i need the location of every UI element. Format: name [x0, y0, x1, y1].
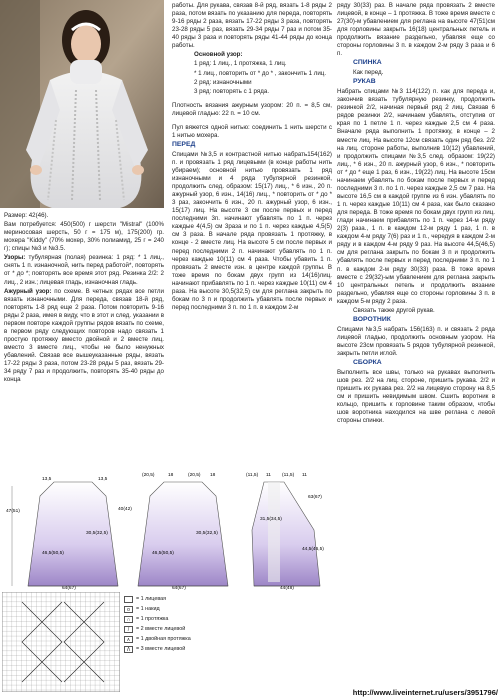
assembly-heading: СБОРКА: [353, 358, 382, 366]
back-heading: СПИНКА: [353, 59, 382, 67]
legend-label: = 1 накид: [136, 606, 160, 612]
sleeve-top-label: (11,5): [246, 473, 259, 478]
sleeve-schematic: [246, 472, 324, 590]
sleeve-text: Набрать спицами №3 114(122) п. как для переда и, закончив вязать тубулярную резинку, продолжить резинкой 2/2, начиная первый ряд 2 лиц. Связав 6 рядов резинки 2/2, начинаем убавлять, отступив от края по 1 петле 1 п. через каждые 2,5 см 4 раза. Вначале ряда выполнить 1 протяжку, в конце – 2 вместе лиц. На высоте 12см связать один ряд без. 2/2 на лиц. стороне работы, выполнив 10(12) убавлений, и продолжить спицами №3,5 след. образом: 19(22) лиц., * 6 изн., 20 п. ажурный узор, 6 изн., * повторить от * до * еще 1 раз, 6 изн., 19(22) лиц. На высоте 15см начинаем убавлять по бокам после первых и перед последними 3 п. по 1 п. через каждые 2,5 см 7 раз. На высоте 16,5 см в каждой группе из 6 изн. убавлять по 1 п. через каждые 10(11) см 4 раза, как было сказано для переда. В тоже время по бокам двух групп из лиц. глади начинаем прибавлять по 1 п. через 14-м ряду 2(3) раза., 1 п. в каждом 12-м ряду 1 раз, 1 п. в каждом 4-м ряду 7(6) раз и 1 п., чередуя в каждом 2-м ряду и в каждом 4-м ряду 9 раз. На высоте 44,5(46,5) см для реглана закрыть по бокам 3 п и продолжить убавлять после первых и перед последними 3 п. по 1 п. в каждом 2-м ряду 30(33) раза. В тоже время вместе с 29(32)-ым убавлением для реглана закрыть 10 центральных петель и продолжить вязание раздельно, убавляя еще со стороны горловины 3 п. в каждом 5-м ряду 2 раза.: [337, 88, 495, 305]
materials-text: Вам потребуется: 450(500) г шерсти "Mistral" (100% мериносовая шерсть, 50 г = 175 м), 175(200) гр. мохера "Kiddy" (70% мохер, 30% полиамид, 25 г = 240 г); спицы №3 и №3.5.: [4, 221, 164, 253]
back-bottom-label: 64(67): [172, 586, 186, 590]
slip-icon: ∩: [124, 616, 133, 623]
front-small-label: 40(42): [118, 507, 132, 512]
back-low-label: 46,5(50,5): [152, 551, 174, 556]
model-photo: [0, 0, 164, 208]
basic-pattern-label: Основной узор:: [194, 51, 243, 59]
k3tog-icon: Λ: [124, 646, 133, 653]
col2-intro: работы. Для рукава, связав 8-й ряд, вязать 1-8 ряды 2 раза, потом вязать по указанию для переда, повторять 9-16 ряды 2 раза, вязать 17-22 ряды 3 раза, повторять 23-28 ряды 5 раз, вязать 29-34 ряды 7 раз и потом 35-40 ряды 3 раза и повторять ряды 41-44 ряды до конца работы.: [172, 2, 332, 50]
density-text: Плотность вязания ажурным узором: 20 п. = 8,5 см, лицевой гладью: 22 п. = 10 см.: [172, 101, 332, 117]
yarn-over-icon: o: [124, 606, 133, 613]
sleeve-top3-label: (11,5): [282, 473, 295, 478]
legend-item: [124, 614, 214, 624]
legend-item: [124, 634, 214, 644]
double-slip-icon: ∧: [124, 636, 133, 643]
sleeve-side-label: 63(67): [308, 495, 322, 500]
column-front: [172, 2, 332, 313]
back-top-label: (20,5): [142, 473, 155, 478]
collar-text: Спицами №3,5 набрать 156(163) п. и связать 2 ряда лицевой гладью, продолжить основным узором. На высоте 23см провязать 5 рядов тубулярной резинкой, закрыть петли иглой.: [337, 325, 495, 357]
legend-label: = 1 лицевая: [136, 596, 167, 602]
front-top2-label: 13,5: [98, 477, 108, 482]
back-top3-label: (20,5): [188, 473, 201, 478]
col3-intro: ряду 30(33) раз. В начале ряда провязать 2 вместе лицевой, в конце – 1 протяжка. В тоже время вместе с 27(30)-м убавлением для реглана на высоте 47(51)см для горловины закрыть 16(18) центральных петель и продолжить вязание раздельно, убавляя еще со стороны горловины 3 п. в каждом 2-м ряду 3 раза и 6 п.: [337, 2, 495, 58]
lace-chart: [2, 592, 120, 692]
pattern-schematics: [2, 468, 332, 590]
basic-line: * 1 лиц., повторить от * до * , закончить 1 лиц.: [194, 69, 327, 77]
chart-legend: [124, 594, 214, 654]
sleeve-top4-label: 11: [302, 473, 307, 478]
sleeve-low-label: 44,5(46,5): [302, 547, 324, 552]
patterns-paragraph: [4, 254, 164, 286]
patterns-text: тубулярная (полая) резинка: 1 ряд: * 1 лиц., снять 1 п. изнаночной, нить перед работой*, повторять от * до *; повторять все время этот ряд. Резинка 2/2: 2 лиц., 2 изн.; лицевая гладь, изнаночная гладь.: [4, 254, 164, 286]
front-side-label: 47(51): [6, 509, 20, 514]
front-low-label: 46,5(50,5): [42, 551, 64, 556]
front-bottom-label: 64(67): [62, 586, 76, 590]
sleeve-mid-label: 31,5(34,5): [260, 517, 282, 522]
openwork-text: по схеме. В четных рядах все петли вязать изнаночными. Для переда, связав 18-й ряд, повторять 1-8 ряд еще 2 раза. Потом повторить 9-16 ряды 2 раза, имея в виду, что в этот и след. указании в первом повторе каждой группы рядов вязать по схеме, в первом ряду следующих повторов надо связать 1 простую протяжку вместо двойной и 2 вместе лиц. вместо 3 вместе лиц., чтобы не было ненужных убавлений. Связав все вышеуказанные ряды, вязать 17-22 ряды 3 раза, потом 23-28 ряды 5 раз, вязать 29-34 ряду 7 раз и продолжить, повторять 35-40 ряды до конца: [4, 287, 164, 384]
sleeve-top2-label: 11: [266, 473, 271, 478]
column-sleeve: [337, 2, 495, 426]
sleeve-bottom-label: 44(48): [280, 586, 294, 590]
basic-line: 1 ряд: 1 лиц., 1 протяжка, 1 лиц.: [194, 60, 287, 68]
back-top4-label: 18: [210, 473, 216, 478]
basic-line: 3 ряд: повторять с 1 ряда.: [194, 87, 270, 95]
back-text: Как перед.: [353, 69, 384, 77]
size-text: Размер: 42(46).: [4, 212, 49, 219]
back-mid-label: 30,5(32,5): [196, 531, 218, 536]
legend-label: = 3 вместе лицевой: [136, 646, 186, 652]
knit-icon: [124, 596, 133, 603]
collar-heading: ВОРОТНИК: [353, 315, 391, 323]
basic-line: 2 ряд: изнаночными: [194, 78, 252, 86]
sleeve-heading: РУКАВ: [353, 78, 376, 86]
openwork-paragraph: [4, 288, 164, 385]
front-mid-label: 30,5(32,5): [86, 531, 108, 536]
k2tog-icon: /: [124, 626, 133, 633]
source-url[interactable]: http://www.liveinternet.ru/users/3951796/: [352, 688, 498, 697]
tip-text: Пул вяжется одной нитью: соединить 1 нить шерсти с 1 нитью мохера.: [172, 123, 332, 139]
legend-item: [124, 624, 214, 634]
back-top2-label: 18: [168, 473, 174, 478]
front-text: Спицами №3,5 и контрастной нитью набрать154(162) п. и провязать 1 ряд лицевыми (в конце работы нить убираем); основной нитью провязать 1 ряд изнаночными и 4 ряда тубулярной резинкой, продолжить след. образом: 15(17) лиц., * 6 изн., 20 п. ажурный узор, 6 изн., 14(16) лиц., * повторить от * до * 3 раз, закончить 6 изн., 20 п. ажурный узор, 6 изн., 15(17) лиц. На высоте 3 см после первых и перед последними 3п. начинают убавлять по 1 п. через каждые 4(4,5) см 3раза и по 1 п. через каждые 4,5(5) см 3 раза. В начале ряда провязать 1 протяжку, в конце - 2 вместе лиц. На высоте 5 см после первых и перед последними 2 п. начинают убавлять по 1 п. через каждые 10(11) см 4 раза. Чтобы убавить 1 п. провязать 2 вместе изн. в центре каждой группы. В тоже время по бокам двух групп из 14(16)лиц. начинают прибавлять по 1 п. через каждые 10(11) см 4 раза. На высоте 30,5(32,5) см для реглана закрыть по бокам по 3 п и продолжить убавлять после первых и перед последними 3 п. по 1 п. в каждом 2-м: [172, 150, 332, 311]
legend-label: = 2 вместе лицевой: [136, 626, 186, 632]
openwork-label: Ажурный узор:: [4, 287, 52, 295]
legend-item: [124, 604, 214, 614]
back-schematic: [138, 472, 228, 590]
legend-label: = 1 протяжка: [136, 616, 169, 622]
legend-item: [124, 594, 214, 604]
sleeve-end-text: Связать также другой рукав.: [353, 306, 435, 314]
front-top-label: 13,5: [42, 477, 52, 482]
front-heading: ПЕРЕД: [172, 140, 196, 148]
legend-item: [124, 644, 214, 654]
patterns-label: Узоры:: [4, 254, 26, 262]
legend-label: = 1 двойная протяжка: [136, 636, 191, 642]
column-intro: [4, 212, 164, 385]
front-schematic: [6, 476, 132, 590]
assembly-text: Выполнить все швы, только на рукавах выполнить шов рез. 2/2 на лиц. стороне, пришить рукава. 2/2 и пришить их рукава рез. 2/2 на лицевую сторону на 8,5 см и пришить невидимым швом. Сшить воротник в кольцо, пришить к горловине таким образом, чтобы шов воротника находился на шве реглана с левой стороны спинки.: [337, 368, 495, 425]
